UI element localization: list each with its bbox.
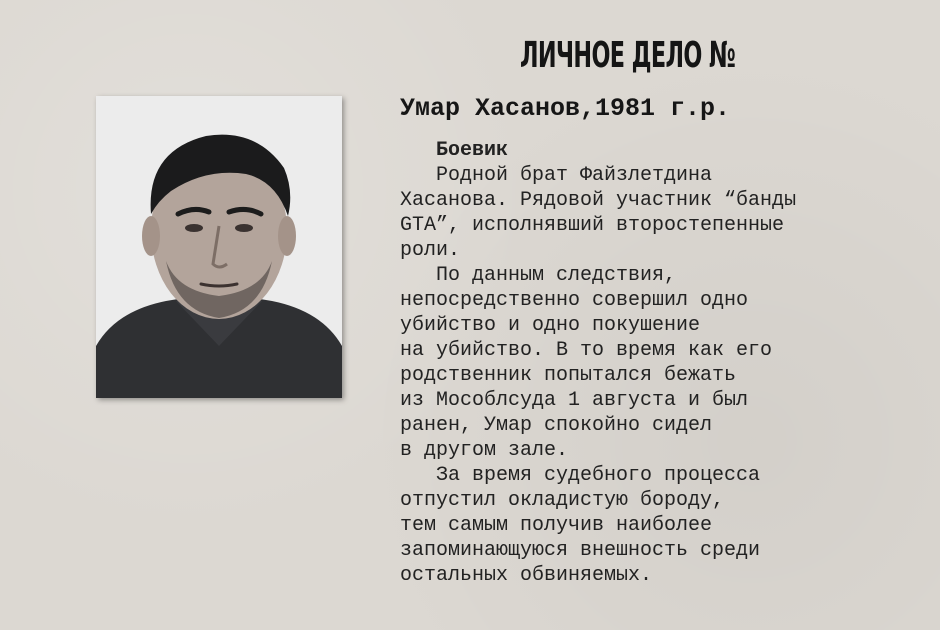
bio-line: родственник попытался бежать bbox=[400, 364, 737, 387]
bio-line: остальных обвиняемых. bbox=[400, 564, 653, 587]
bio-line: За время судебного процесса bbox=[436, 464, 761, 487]
bio-line: на убийство. В то время как его bbox=[400, 339, 773, 362]
person-name: Умар Хасанов,1981 г.р. bbox=[400, 94, 731, 123]
bio-line: в другом зале. bbox=[400, 439, 569, 462]
role-label: Боевик bbox=[436, 139, 509, 162]
bio-line: из Мособлсуда 1 августа и был bbox=[400, 389, 749, 412]
bio-line: запоминающуюся внешность среди bbox=[400, 539, 761, 562]
portrait-photo bbox=[96, 96, 342, 398]
bio-line: непосредственно совершил одно bbox=[400, 289, 749, 312]
bio-line: ранен, Умар спокойно сидел bbox=[400, 414, 713, 437]
bio-line: тем самым получив наиболее bbox=[400, 514, 713, 537]
bio-line: убийство и одно покушение bbox=[400, 314, 701, 337]
page-title: ЛИЧНОЕ ДЕЛО № bbox=[520, 35, 736, 76]
bio-line: отпустил окладистую бороду, bbox=[400, 489, 725, 512]
portrait-image bbox=[96, 96, 342, 398]
bio-line: Хасанова. Рядовой участник “банды bbox=[400, 189, 797, 212]
biography-text bbox=[400, 138, 920, 588]
bio-line: роли. bbox=[400, 239, 461, 262]
bio-line: Родной брат Файзлетдина bbox=[436, 164, 713, 187]
bio-line: GTA”, исполнявший второстепенные bbox=[400, 214, 785, 237]
bio-line: По данным следствия, bbox=[436, 264, 677, 287]
